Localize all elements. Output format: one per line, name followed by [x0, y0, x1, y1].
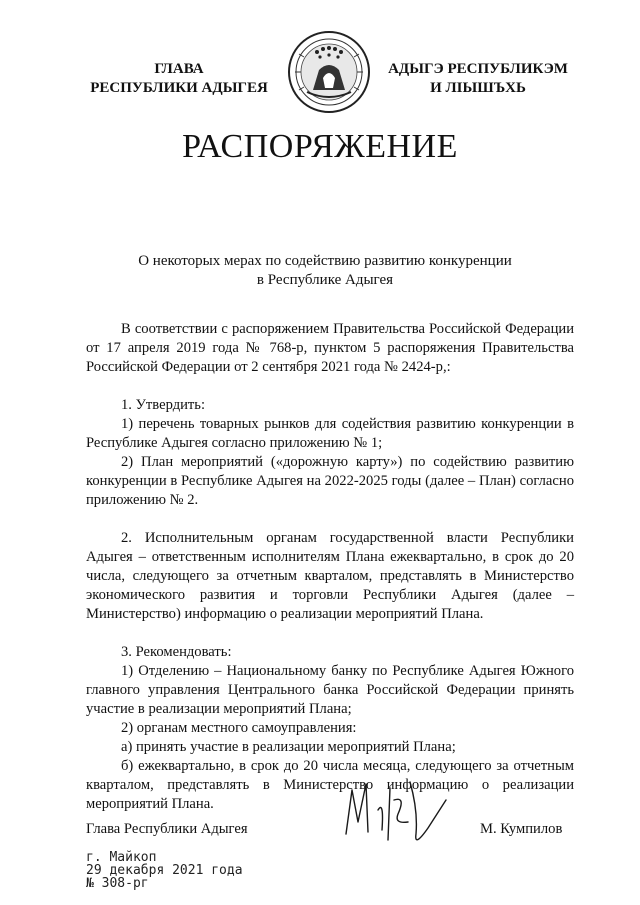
item2-paragraph: 2. Исполнительным органам государственной власти Республики Адыгея – ответственным исполнителям Плана ежеквартально, в срок до 20 числа, следующего за отчетным кварталом, представлять в Министерство экономического развития и торговли Республики Адыгея (далее – Министерство) информацию о реализации мероприятий Плана. — [86, 530, 574, 622]
footer-date: 29 декабря 2021 года — [86, 863, 243, 878]
header-left — [84, 60, 274, 98]
footer-number: № 308-рг — [86, 876, 149, 891]
item3-sub2: 2) органам местного самоуправления: — [121, 720, 357, 736]
item3-sub2b: б) ежеквартально, в срок до 20 числа месяца, следующего за отчетным кварталом, представлять в Министерство информацию о реализации мероприятий Плана. — [86, 758, 574, 812]
header-left-line2: РЕСПУБЛИКИ АДЫГЕЯ — [90, 80, 268, 96]
document-title: РАСПОРЯЖЕНИЕ — [182, 128, 458, 165]
handwritten-signature-icon — [338, 770, 453, 850]
item3-heading: 3. Рекомендовать: — [121, 644, 232, 660]
header-left-line1: ГЛАВА — [154, 61, 204, 77]
item1-heading: 1. Утвердить: — [121, 397, 206, 413]
header-right-line1: АДЫГЭ РЕСПУБЛИКЭМ — [388, 61, 568, 77]
signatory-position: Глава Республики Адыгея — [86, 821, 248, 837]
preamble-paragraph: В соответствии с распоряжением Правительства Российской Федерации от 17 апреля 2019 года № 768-р, пунктом 5 распоряжения Правительства Российской Федерации от 2 сентября 2021 года № 2424-р,: — [86, 321, 574, 375]
item1-sub1: 1) перечень товарных рынков для содействия развитию конкуренции в Республике Адыгея согласно приложению № 1; — [86, 416, 574, 451]
footer-city: г. Майкоп — [86, 850, 157, 865]
document-footer — [86, 851, 243, 890]
document-subject — [110, 252, 540, 290]
item3-sub2a: а) принять участие в реализации мероприятий Плана; — [121, 739, 456, 755]
header-right — [378, 60, 578, 98]
item1-sub2: 2) План мероприятий («дорожную карту») по содействию развитию конкуренции в Республике Адыгея на 2022-2025 годы (далее – План) согласно приложению № 2. — [86, 454, 574, 508]
adygea-coat-of-arms-icon — [287, 30, 371, 114]
item3-sub1: 1) Отделению – Национальному банку по Республике Адыгея Южного главного управления Центрального банка Российской Федерации принять участие в реализации мероприятий Плана; — [86, 663, 574, 717]
subject-line2: в Республике Адыгея — [256, 272, 394, 288]
document-body — [86, 320, 574, 814]
signatory-name: М. Кумпилов — [480, 821, 563, 837]
header-right-line2: И ЛІЫШЪХЬ — [430, 80, 526, 96]
subject-line1: О некоторых мерах по содействию развитию конкуренции — [138, 253, 512, 269]
